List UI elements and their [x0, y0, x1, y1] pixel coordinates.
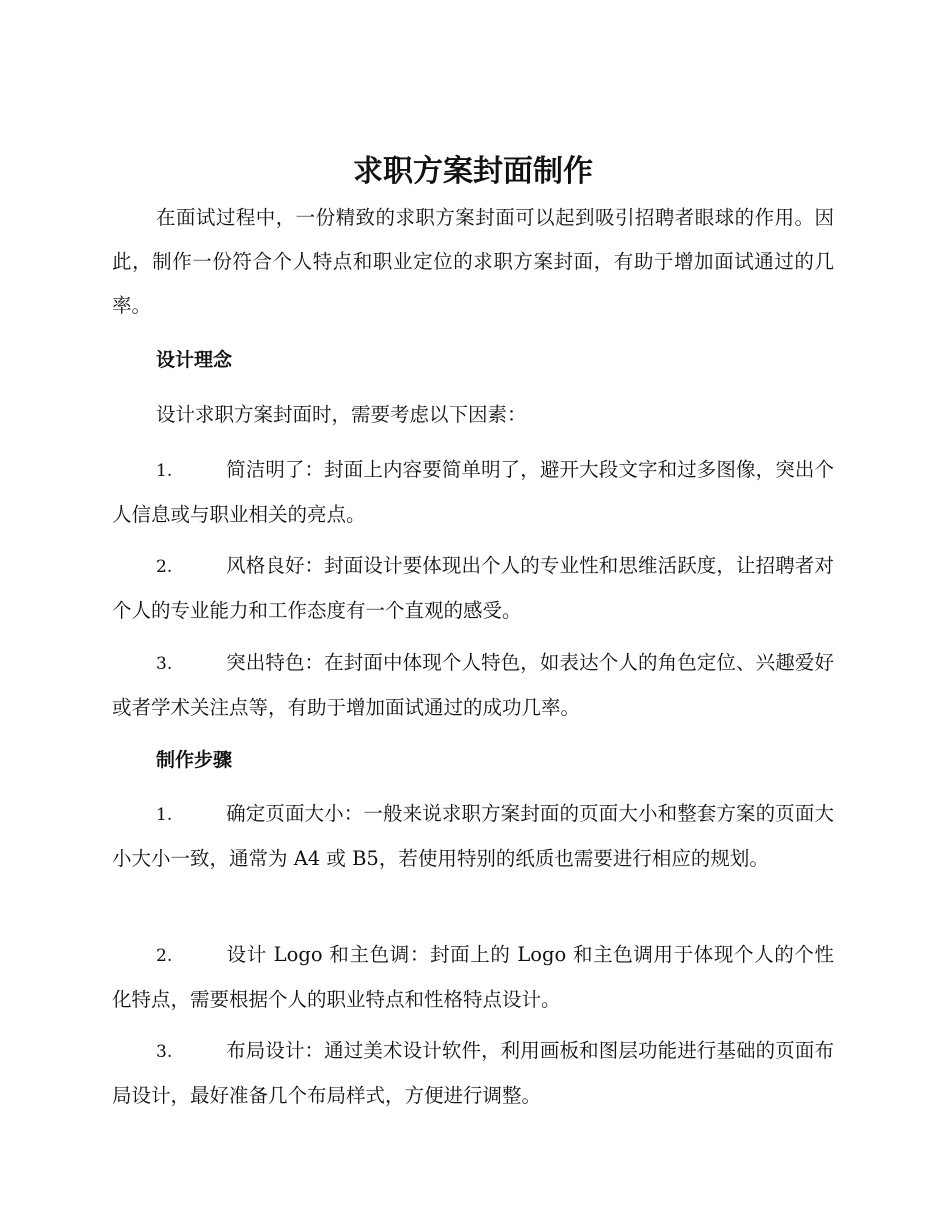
list-item-text: 简洁明了：封面上内容要简单明了，避开大段文字和过多图像，突出个人信息或与职业相关的亮点。 [112, 458, 834, 526]
intro-paragraph: 在面试过程中，一份精致的求职方案封面可以起到吸引招聘者眼球的作用。因此，制作一份符合个人特点和职业定位的求职方案封面，有助于增加面试通过的几率。 [112, 206, 834, 317]
section-heading-production-steps: 制作步骤 [156, 749, 233, 771]
list-item-number: 2. [156, 946, 173, 966]
list-item-number: 1. [156, 805, 173, 825]
document-title: 求职方案封面制作 [353, 154, 593, 189]
list-item-text: 突出特色：在封面中体现个人特色，如表达个人的角色定位、兴趣爱好或者学术关注点等，有助于增加面试通过的成功几率。 [112, 651, 834, 719]
list-item [112, 792, 834, 881]
section-heading-design-concept: 设计理念 [156, 349, 233, 371]
list-item [112, 933, 834, 1022]
list-item [112, 641, 834, 730]
list-item [112, 1029, 834, 1118]
list-item [112, 448, 834, 537]
list-item-number: 3. [156, 1042, 173, 1062]
list-item-number: 2. [156, 557, 173, 577]
list-item-text: 设计 Logo 和主色调：封面上的 Logo 和主色调用于体现个人的个性化特点，需要根据个人的职业特点和性格特点设计。 [112, 943, 834, 1011]
list-item [112, 544, 834, 633]
list-item-text: 风格良好：封面设计要体现出个人的专业性和思维活跃度，让招聘者对个人的专业能力和工作态度有一个直观的感受。 [112, 554, 834, 622]
list-item-number: 3. [156, 654, 173, 674]
list-item-number: 1. [156, 461, 173, 481]
section-lead-paragraph: 设计求职方案封面时，需要考虑以下因素： [156, 403, 527, 426]
list-item-text: 确定页面大小：一般来说求职方案封面的页面大小和整套方案的页面大小大小一致，通常为 A4 或 B5，若使用特别的纸质也需要进行相应的规划。 [112, 802, 834, 870]
list-item-text: 布局设计：通过美术设计软件，利用画板和图层功能进行基础的页面布局设计，最好准备几个布局样式，方便进行调整。 [112, 1039, 834, 1107]
